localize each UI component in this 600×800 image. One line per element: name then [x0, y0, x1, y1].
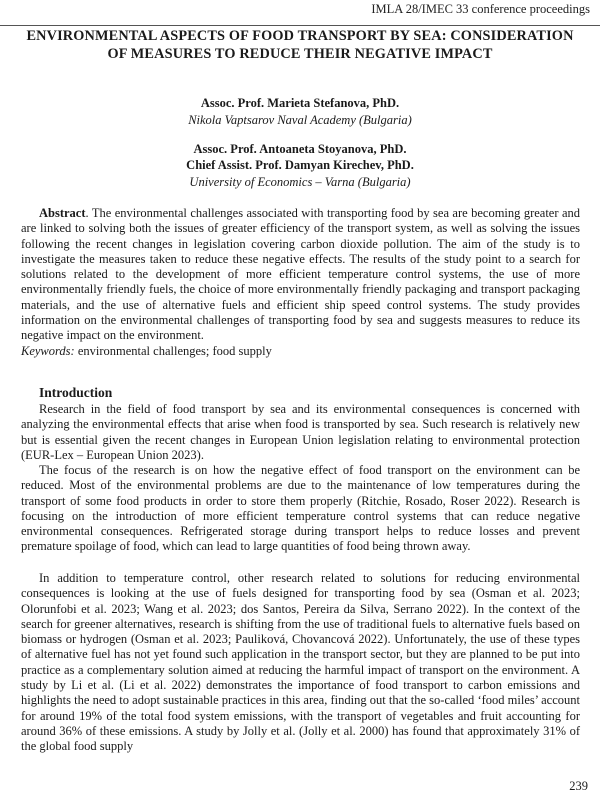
author-3: Chief Assist. Prof. Damyan Kirechev, PhD. — [186, 158, 414, 172]
keywords-text: environmental challenges; food supply — [74, 343, 272, 358]
running-header — [0, 0, 600, 26]
abstract-text: . The environmental challenges associated with transporting food by sea are becoming greater and are linked to solving both the issues of greater efficiency of the transport system, as well as solving the issues following the recent changes in legislation covering carbon dioxide pollution. The aim of the study is to investigate the measures taken to reduce these negative effects. The results of the study point to a search for solutions related to the development of more efficient temperature control systems, the use of more environmentally friendly fuels, the choice of more environmentally friendly packaging and transport packaging materials, and the use of alternative fuels and efficient ship speed control systems. The study provides information on the environmental challenges of transporting food by sea and suggests measures to reduce its negative impact on the environment. — [21, 206, 580, 343]
abstract-label: Abstract — [39, 206, 86, 220]
affiliation-1: Nikola Vaptsarov Naval Academy (Bulgaria) — [188, 113, 412, 127]
author-1: Assoc. Prof. Marieta Stefanova, PhD. — [200, 96, 400, 110]
paper-title: ENVIRONMENTAL ASPECTS OF FOOD TRANSPORT BY SEA: CONSIDERATION OF MEASURES TO REDUCE THEIR NEGATIVE IMPACT — [26, 28, 574, 62]
author-2: Assoc. Prof. Antoaneta Stoyanova, PhD. — [193, 142, 407, 156]
abstract-paragraph — [21, 206, 580, 359]
intro-paragraph-3: In addition to temperature control, other research related to solutions for reducing environmental consequences is looking at the use of fuels designed for transporting food by sea (Osman et al. 2023; Olorunfobi et al. 2023; Wang et al. 2023; dos Santos, Pereira da Silva, Serrano 2022). In the context of the search for greener alternatives, research is shifting from the use of traditional fuels to alternative fuels based on biomass or hydrogen (Osman et al. 2023; Pauliková, Chovancová 2022). Unfortunately, the use of these types of alternative fuel has not yet found such application in the transport sector, but they are planned to be put into practice as a complementary solution aimed at reducing the harmful impact of transport on the environment. A study by Li et al. (Li et al. 2022) demonstrates the importance of food transport to carbon emissions and highlights the need to adopt sustainable practices in this area, finding out that the so-called ‘food miles’ account for around 19% of the total food system emissions, with the transport of vegetables and fruit accounting for around 36% of these emissions. A study by Jolly et al. (Jolly et al. 2000) has found that approximately 31% of the global food supply — [21, 571, 580, 754]
keywords-label: Keywords: — [21, 343, 75, 358]
intro-paragraph-1: Research in the field of food transport by sea and its environmental consequences is concerned with analyzing the environmental effects that arise when food is transported by sea. Such research is relatively new but is essential given the recent changes in European Union legislation relating to environmental protection (EUR-Lex – European Union 2023). — [21, 402, 580, 462]
page-number: 239 — [569, 779, 588, 793]
conference-name: IMLA 28/IMEC 33 conference proceedings — [371, 2, 590, 16]
affiliation-2: University of Economics – Varna (Bulgaria) — [189, 175, 411, 189]
intro-paragraph-2: The focus of the research is on how the negative effect of food transport on the environment can be reduced. Most of the environmental problems are due to the maintenance of low temperatures during the transport of some food products in order to store them properly (Ritchie, Rosado, Roser 2022). Research is focusing on the introduction of more efficient temperature control systems that can reduce negative environmental consequences. Refrigerated storage during transport helps to reduce losses and prevent premature spoilage of food, which can lead to large quantities of food being thrown away. — [21, 463, 580, 554]
section-heading-introduction: Introduction — [39, 385, 113, 400]
